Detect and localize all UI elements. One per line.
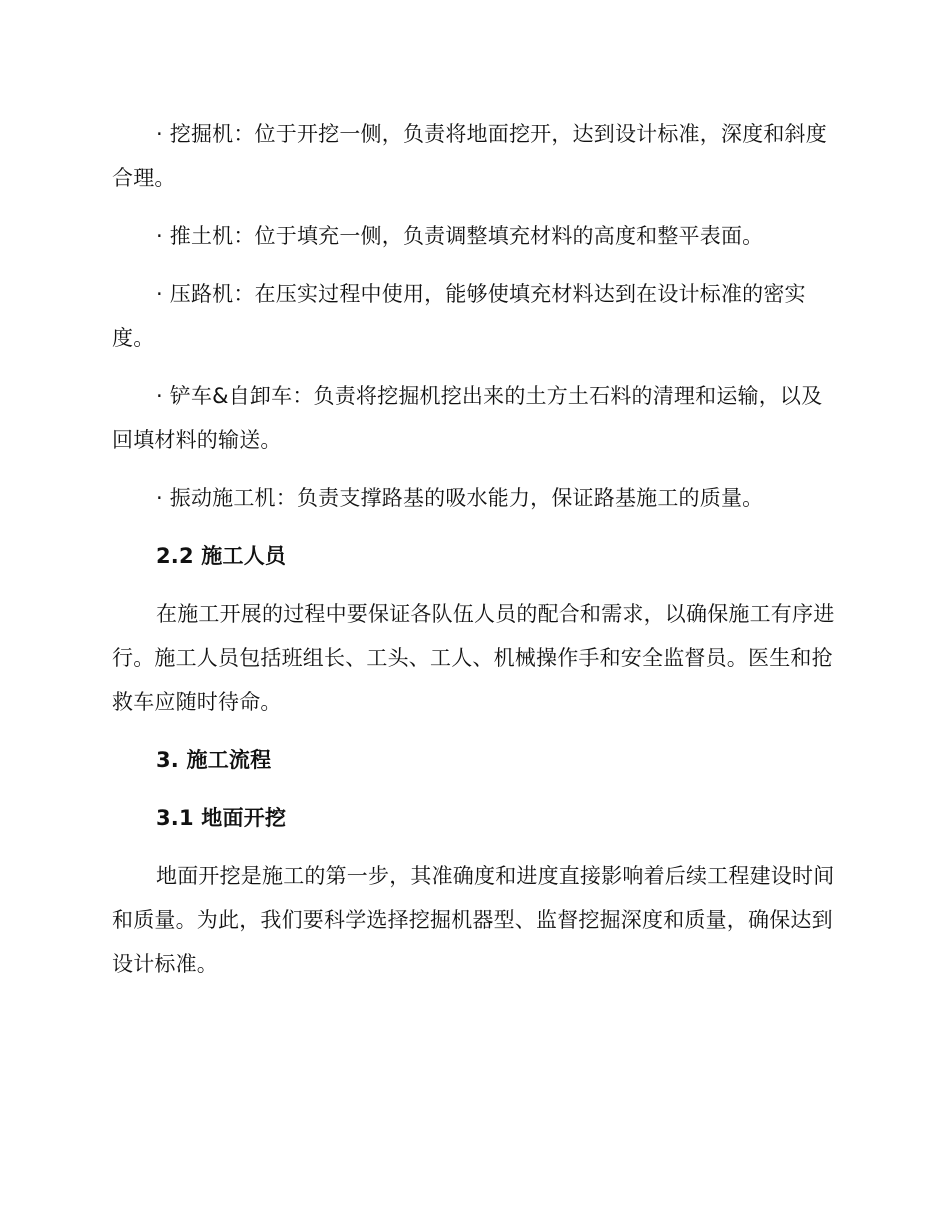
section-paragraph-3-1: 地面开挖是施工的第一步，其准确度和进度直接影响着后续工程建设时间和质量。为此，我们要科学选择挖掘机器型、监督挖掘深度和质量，确保达到设计标准。 — [112, 864, 835, 976]
section-heading-3-1: 3.1 地面开挖 — [156, 806, 287, 830]
bullet-loader-dump-truck: · 铲车&自卸车：负责将挖掘机挖出来的土方土石料的清理和运输，以及回填材料的输送。 — [112, 384, 823, 452]
document-content — [112, 112, 838, 1000]
section-heading-3: 3. 施工流程 — [156, 748, 272, 772]
bullet-bulldozer: · 推土机：位于填充一侧，负责调整填充材料的高度和整平表面。 — [156, 224, 764, 248]
section-paragraph-2-2: 在施工开展的过程中要保证各队伍人员的配合和需求，以确保施工有序进行。施工人员包括班组长、工头、工人、机械操作手和安全监督员。医生和抢救车应随时待命。 — [112, 602, 835, 714]
bullet-road-roller: · 压路机：在压实过程中使用，能够使填充材料达到在设计标准的密实度。 — [112, 282, 806, 350]
bullet-vibratory-machine: · 振动施工机：负责支撑路基的吸水能力，保证路基施工的质量。 — [156, 486, 764, 510]
section-heading-2-2: 2.2 施工人员 — [156, 544, 287, 568]
bullet-excavator: · 挖掘机：位于开挖一侧，负责将地面挖开，达到设计标准，深度和斜度合理。 — [112, 122, 827, 190]
